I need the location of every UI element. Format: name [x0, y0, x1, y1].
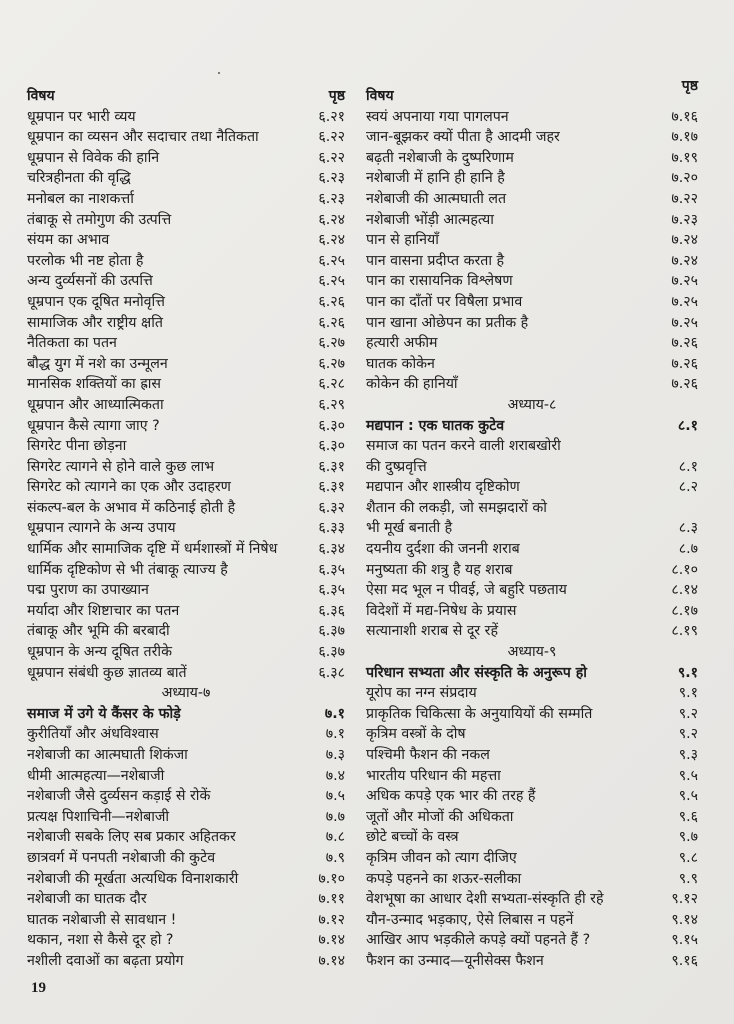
entry-page: ९.१	[677, 664, 698, 681]
entry-page: ९.१	[678, 685, 698, 702]
entry-title: कुरीतियाँ और अंधविश्वास	[27, 726, 159, 743]
toc-entry	[366, 745, 698, 766]
entry-page: ६.३६	[318, 602, 345, 619]
entry-title: धूम्रपान कैसे त्यागा जाए ?	[27, 417, 160, 434]
entry-title: भारतीय परिधान की महत्ता	[366, 767, 501, 784]
entry-title: धूम्रपान के अन्य दूषित तरीके	[27, 644, 172, 661]
toc-entry	[27, 663, 345, 684]
entry-title: धूम्रपान त्यागने के अन्य उपाय	[27, 520, 176, 537]
subject-header: विषय	[366, 88, 394, 104]
toc-entry	[366, 148, 698, 169]
entry-title: पान खाना ओछेपन का प्रतीक है	[366, 314, 529, 331]
entry-title: धूम्रपान पर भारी व्यय	[27, 108, 136, 125]
toc-entry	[27, 827, 345, 848]
entry-page: ७.५	[325, 788, 345, 805]
toc-entry	[366, 354, 698, 375]
entry-title: अन्य दुर्व्यसनों की उत्पत्ति	[27, 273, 153, 290]
toc-entry	[27, 230, 345, 251]
print-speck	[218, 72, 220, 74]
entry-page: ६.३३	[318, 520, 345, 537]
toc-chapter-title-row	[366, 663, 698, 684]
toc-entry	[366, 127, 698, 148]
entry-title: सिगरेट को त्यागने का एक और उदाहरण	[27, 479, 231, 496]
entry-title: पान का रासायनिक विश्लेषण	[366, 273, 513, 290]
entry-title: नशेबाजी का आत्मघाती शिकंजा	[27, 747, 188, 763]
entry-title: घातक नशेबाजी से सावधान !	[27, 911, 177, 928]
entry-title: पान का दाँतों पर विषैला प्रभाव	[366, 293, 523, 310]
toc-left-column	[27, 86, 345, 972]
entry-title: जूतों और मोजों की अधिकता	[366, 808, 514, 825]
entry-title: मर्यादा और शिष्टाचार का पतन	[27, 602, 180, 619]
toc-entry	[366, 168, 698, 189]
toc-entry	[366, 251, 698, 272]
entry-title: की दुष्प्रवृत्ति	[366, 458, 427, 475]
toc-entry	[27, 580, 345, 601]
toc-entry	[27, 271, 345, 292]
entry-title: भी मूर्ख बनाती है	[366, 520, 453, 537]
toc-left-rows	[27, 107, 345, 972]
entry-title: शैतान की लकड़ी, जो समझदारों को	[366, 499, 547, 516]
toc-entry	[27, 354, 345, 375]
entry-page: ७.१४	[318, 952, 345, 969]
entry-page: ६.२८	[318, 376, 345, 393]
toc-entry	[27, 168, 345, 189]
entry-title: दयनीय दुर्दशा की जननी शराब	[366, 541, 520, 558]
entry-page: ९.२	[678, 705, 698, 722]
entry-page: ६.२२	[318, 149, 345, 166]
entry-title: धूम्रपान का व्यसन और सदाचार तथा नैतिकता	[27, 129, 259, 146]
entry-title: जान-बूझकर क्यों पीता है आदमी जहर	[366, 129, 560, 146]
entry-title: संयम का अभाव	[27, 232, 110, 249]
entry-page: ७.२२	[671, 190, 698, 207]
toc-entry	[27, 374, 345, 395]
entry-title: समाज का पतन करने वाली शराबखोरी	[366, 438, 561, 455]
entry-page: ९.६	[678, 808, 698, 825]
entry-title: सामाजिक और राष्ट्रीय क्षति	[27, 314, 163, 331]
entry-page: ६.३५	[318, 582, 345, 599]
toc-header-right	[366, 78, 698, 107]
entry-page: ७.१६	[671, 108, 698, 125]
entry-page: ६.३२	[318, 499, 345, 516]
toc-entry	[27, 766, 345, 787]
toc-entry	[27, 189, 345, 210]
entry-page: ६.३१	[318, 458, 345, 475]
entry-page: ८.७	[678, 541, 698, 558]
entry-page: ६.२५	[318, 273, 345, 290]
entry-title: धूम्रपान एक दूषित मनोवृत्ति	[27, 293, 165, 310]
page-number: 19	[31, 980, 46, 996]
entry-title: घातक कोकेन	[366, 355, 435, 372]
entry-page: ६.२३	[318, 190, 345, 207]
toc-entry	[27, 127, 345, 148]
entry-title: थकान, नशा से कैसे दूर हो ?	[27, 932, 174, 949]
entry-title: चरित्रहीनता की वृद्धि	[27, 170, 131, 187]
toc-entry	[366, 766, 698, 787]
entry-title: धीमी आत्महत्या—नशेबाजी	[27, 767, 165, 784]
toc-entry	[366, 601, 698, 622]
entry-page: ९.७	[678, 829, 698, 846]
entry-page: ७.२५	[671, 314, 698, 331]
toc-entry	[27, 745, 345, 766]
toc-entry	[366, 951, 698, 972]
entry-page: ७.२६	[671, 335, 698, 352]
toc-entry	[27, 807, 345, 828]
toc-entry	[27, 786, 345, 807]
entry-title: नशेबाजी सबके लिए सब प्रकार अहितकर	[27, 829, 236, 846]
entry-page: ६.२७	[318, 355, 345, 372]
page-header: पृष्ठ	[681, 78, 698, 94]
toc-entry	[27, 313, 345, 334]
entry-title: पश्चिमी फैशन की नकल	[366, 747, 490, 763]
entry-page: ६.३७	[318, 644, 345, 661]
entry-title: परलोक भी नष्ट होता है	[27, 252, 144, 269]
toc-entry	[366, 683, 698, 704]
entry-page: ७.२४	[671, 232, 698, 249]
entry-page: ६.३४	[318, 541, 345, 558]
entry-page: ७.२५	[671, 293, 698, 310]
toc-entry	[366, 374, 698, 395]
toc-entry	[366, 869, 698, 890]
entry-title: अधिक कपड़े एक भार की तरह हैं	[366, 788, 536, 805]
toc-entry	[366, 457, 698, 478]
entry-page: ७.२६	[671, 376, 698, 393]
entry-title: छोटे बच्चों के वस्त्र	[366, 829, 459, 846]
entry-title: तंबाकू और भूमि की बरबादी	[27, 623, 170, 640]
entry-title: तंबाकू से तमोगुण की उत्पत्ति	[27, 211, 172, 228]
toc-entry	[366, 292, 698, 313]
entry-title: धार्मिक और सामाजिक दृष्टि में धर्मशास्त्रों में निषेध	[27, 541, 278, 558]
toc-right-rows	[366, 107, 698, 972]
toc-entry	[366, 271, 698, 292]
entry-page: ६.२९	[318, 396, 345, 413]
toc-entry	[366, 436, 698, 457]
toc-entry	[27, 416, 345, 437]
entry-title: मद्यपान : एक घातक कुटेव	[366, 417, 505, 434]
entry-page: ६.३५	[318, 561, 345, 578]
toc-entry	[366, 910, 698, 931]
entry-page: ६.३०	[318, 417, 345, 434]
entry-title: मानसिक शक्तियों का ह्रास	[27, 376, 162, 393]
toc-entry	[27, 477, 345, 498]
toc-entry	[27, 333, 345, 354]
entry-page: ६.२६	[318, 293, 345, 310]
entry-page: ७.२०	[671, 170, 698, 187]
entry-title: नशेबाजी भोंड़ी आत्महत्या	[366, 211, 494, 228]
toc-entry	[366, 786, 698, 807]
entry-page: ७.११	[318, 891, 345, 908]
toc-entry	[366, 827, 698, 848]
toc-entry	[27, 951, 345, 972]
entry-page: ८.१४	[671, 582, 698, 599]
entry-title: नशेबाजी की आत्मघाती लत	[366, 190, 507, 207]
entry-page: ७.४	[325, 767, 345, 784]
entry-title: पान से हानियाँ	[366, 232, 439, 249]
page-header: पृष्ठ	[328, 88, 345, 104]
entry-title: प्राकृतिक चिकित्सा के अनुयायियों की सम्मति	[366, 705, 593, 722]
entry-title: ऐसा मद भूल न पीवई, जे बहुरि पछताय	[366, 582, 567, 599]
entry-title: बौद्ध युग में नशे का उन्मूलन	[27, 355, 168, 372]
entry-title: विदेशों में मद्य-निषेध के प्रयास	[366, 602, 517, 619]
toc-entry	[366, 498, 698, 519]
entry-page: ९.८	[678, 849, 698, 866]
entry-title: नशेबाजी में हानि ही हानि है	[366, 170, 505, 187]
chapter-heading: अध्याय-९	[507, 644, 557, 661]
entry-page: ९.१६	[671, 952, 698, 969]
entry-title: मनोबल का नाशकर्त्ता	[27, 190, 134, 207]
toc-entry	[27, 848, 345, 869]
entry-page: ७.२५	[671, 273, 698, 290]
entry-title: हत्यारी अफीम	[366, 335, 438, 352]
entry-page: ७.१७	[671, 129, 698, 146]
chapter-heading: अध्याय-८	[507, 396, 557, 413]
entry-page: ८.१०	[671, 561, 698, 578]
entry-page: ७.१९	[671, 149, 698, 166]
entry-page: ७.१	[324, 705, 345, 722]
toc-entry	[366, 518, 698, 539]
toc-entry	[27, 930, 345, 951]
entry-page: ६.३८	[318, 664, 345, 681]
subject-header: विषय	[27, 88, 55, 104]
toc-entry	[366, 704, 698, 725]
toc-entry	[27, 724, 345, 745]
toc-entry	[27, 107, 345, 128]
entry-page: ७.१४	[318, 932, 345, 949]
toc-entry	[27, 889, 345, 910]
toc-chapter-title-row	[366, 416, 698, 437]
toc-entry	[27, 642, 345, 663]
entry-title: वेशभूषा का आधार देशी सभ्यता-संस्कृति ही रहे	[366, 891, 604, 908]
entry-page: ७.७	[325, 808, 345, 825]
entry-page: ७.२४	[671, 252, 698, 269]
toc-entry	[366, 621, 698, 642]
entry-title: यौन-उन्माद भड़काए, ऐसे लिबास न पहनें	[366, 911, 574, 928]
toc-chapter-title-row	[27, 704, 345, 725]
entry-page: ८.२	[678, 479, 698, 496]
toc-entry	[366, 930, 698, 951]
entry-title: समाज में उगे ये कैंसर के फोड़े	[27, 705, 181, 722]
toc-entry	[27, 395, 345, 416]
entry-title: परिधान सभ्यता और संस्कृति के अनुरूप हो	[366, 664, 587, 681]
entry-title: नशीली दवाओं का बढ़ता प्रयोग	[27, 952, 184, 969]
entry-page: ७.३	[325, 747, 345, 763]
entry-page: ७.२३	[671, 211, 698, 228]
toc-entry	[366, 848, 698, 869]
toc-entry	[27, 518, 345, 539]
toc-entry	[366, 313, 698, 334]
entry-title: नशेबाजी की मूर्खता अत्यधिक विनाशकारी	[27, 870, 239, 887]
entry-page: ७.१०	[318, 870, 345, 887]
entry-page: ६.२७	[318, 335, 345, 352]
entry-title: छात्रवर्ग में पनपती नशेबाजी की कुटेव	[27, 849, 216, 866]
toc-entry	[366, 333, 698, 354]
entry-page: ६.२४	[318, 211, 345, 228]
entry-page: ९.५	[678, 767, 698, 784]
entry-title: नशेबाजी जैसे दुर्व्यसन कड़ाई से रोकें	[27, 788, 211, 805]
entry-title: सिगरेट त्यागने से होने वाले कुछ लाभ	[27, 458, 215, 475]
entry-title: धूम्रपान और आध्यात्मिकता	[27, 396, 164, 413]
toc-header-left	[27, 86, 345, 107]
toc-entry	[366, 580, 698, 601]
entry-title: पान वासना प्रदीप्त करता है	[366, 252, 505, 269]
toc-entry	[366, 477, 698, 498]
entry-page: ९.१४	[671, 911, 698, 928]
entry-title: सिगरेट पीना छोड़ना	[27, 438, 127, 455]
toc-entry	[366, 189, 698, 210]
toc-entry	[366, 889, 698, 910]
entry-page: ९.१५	[671, 932, 698, 949]
toc-entry	[27, 457, 345, 478]
entry-title: बढ़ती नशेबाजी के दुष्परिणाम	[366, 149, 514, 166]
entry-page: ६.३१	[318, 479, 345, 496]
toc-entry	[366, 230, 698, 251]
entry-page: ८.१	[677, 417, 698, 434]
toc-entry	[27, 869, 345, 890]
entry-title: कृत्रिम वस्त्रों के दोष	[366, 726, 466, 743]
entry-page: ७.२६	[671, 355, 698, 372]
entry-page: ९.१२	[671, 891, 698, 908]
entry-title: सत्यानाशी शराब से दूर रहें	[366, 623, 499, 640]
entry-page: ८.१९	[671, 623, 698, 640]
entry-page: ७.१२	[318, 911, 345, 928]
entry-title: संकल्प-बल के अभाव में कठिनाई होती है	[27, 499, 236, 516]
toc-entry	[366, 107, 698, 128]
entry-page: ८.३	[678, 520, 698, 537]
toc-entry	[366, 724, 698, 745]
toc-entry	[27, 910, 345, 931]
entry-title: पद्म पुराण का उपाख्यान	[27, 582, 149, 599]
toc-entry	[27, 498, 345, 519]
entry-page: ६.२३	[318, 170, 345, 187]
toc-entry	[366, 210, 698, 231]
entry-title: कोकेन की हानियाँ	[366, 376, 458, 393]
entry-title: कृत्रिम जीवन को त्याग दीजिए	[366, 849, 517, 866]
entry-page: ६.२५	[318, 252, 345, 269]
entry-page: ७.८	[325, 829, 345, 846]
entry-title: यूरोप का नग्न संप्रदाय	[366, 685, 477, 702]
entry-title: स्वयं अपनाया गया पागलपन	[366, 108, 509, 125]
entry-title: धार्मिक दृष्टिकोण से भी तंबाकू त्याज्य है	[27, 561, 228, 578]
entry-title: कपड़े पहनने का शऊर-सलीका	[366, 870, 522, 887]
entry-title: मनुष्यता की शत्रु है यह शराब	[366, 561, 513, 578]
toc-entry	[27, 292, 345, 313]
toc-entry	[27, 436, 345, 457]
toc-entry	[366, 560, 698, 581]
toc-entry	[366, 807, 698, 828]
toc-entry	[27, 601, 345, 622]
toc-entry	[27, 210, 345, 231]
toc-entry	[27, 148, 345, 169]
entry-page: ९.२	[678, 726, 698, 743]
entry-title: आखिर आप भड़कीले कपड़े क्यों पहनते हैं ?	[366, 932, 591, 949]
entry-page: ७.९	[325, 849, 345, 866]
toc-entry	[27, 560, 345, 581]
entry-title: फैशन का उन्माद—यूनीसेक्स फैशन	[366, 952, 544, 969]
toc-entry	[27, 539, 345, 560]
entry-page: ६.२६	[318, 314, 345, 331]
entry-page: ८.१७	[671, 602, 698, 619]
toc-right-column	[366, 78, 698, 972]
entry-title: मद्यपान और शास्त्रीय दृष्टिकोण	[366, 479, 520, 496]
entry-page: ६.२२	[318, 129, 345, 146]
entry-page: ९.५	[678, 788, 698, 805]
entry-page: ६.३०	[318, 438, 345, 455]
entry-title: धूम्रपान से विवेक की हानि	[27, 149, 160, 166]
entry-title: प्रत्यक्ष पिशाचिनी—नशेबाजी	[27, 808, 170, 825]
entry-title: धूम्रपान संबंधी कुछ ज्ञातव्य बातें	[27, 664, 187, 681]
toc-entry	[27, 251, 345, 272]
entry-page: ६.२१	[318, 108, 345, 125]
chapter-heading: अध्याय-७	[161, 685, 211, 702]
entry-title: नैतिकता का पतन	[27, 335, 117, 352]
entry-page: ६.३७	[318, 623, 345, 640]
toc-entry	[366, 539, 698, 560]
entry-title: नशेबाजी का घातक दौर	[27, 891, 147, 908]
entry-page: ६.२४	[318, 232, 345, 249]
toc-entry	[27, 621, 345, 642]
entry-page: ९.९	[678, 870, 698, 887]
entry-page: ८.१	[678, 458, 698, 475]
entry-page: ७.१	[325, 726, 345, 743]
entry-page: ९.३	[678, 747, 698, 763]
